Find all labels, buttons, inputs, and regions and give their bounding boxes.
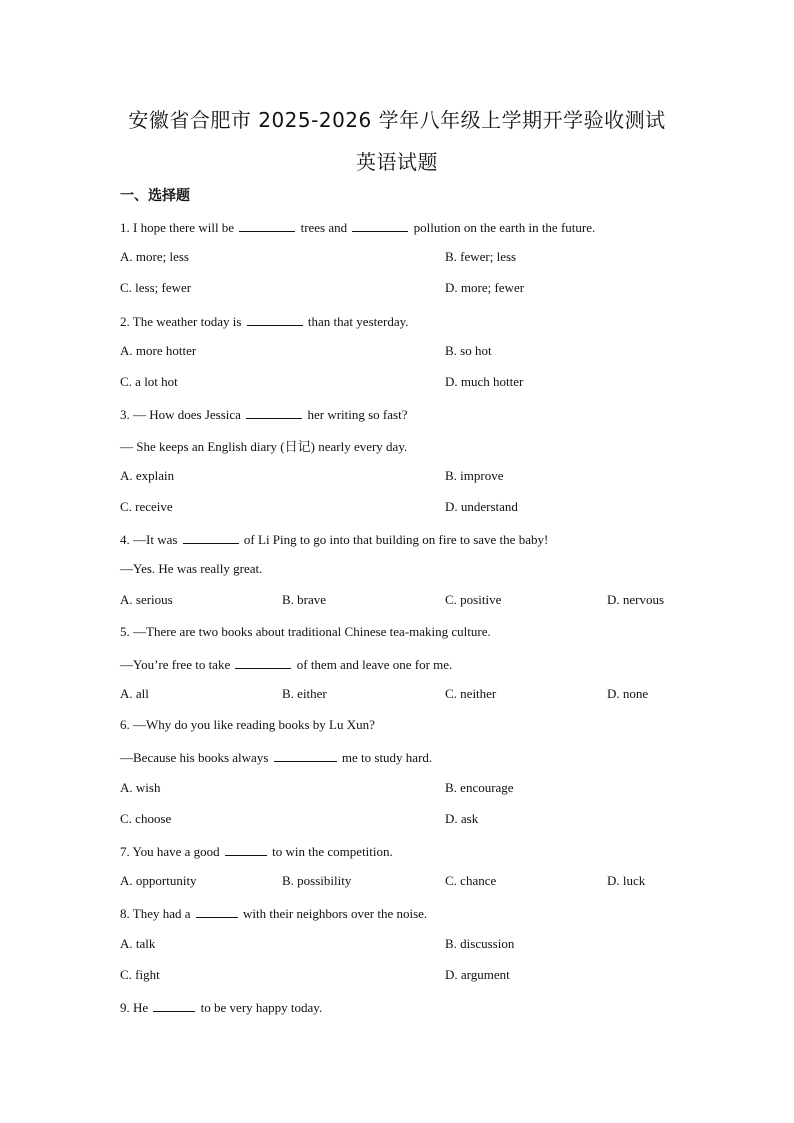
question-stem: [120, 218, 595, 236]
answer-blank: [153, 998, 195, 1012]
answer-blank: [274, 748, 337, 762]
answer-option: A. opportunity: [120, 873, 197, 888]
question-stem: [120, 717, 375, 733]
question-text: with their neighbors over the noise.: [243, 906, 428, 921]
answer-option: C. chance: [445, 873, 497, 888]
question-text: 8. They had a: [120, 906, 191, 921]
answer-option: C. fight: [120, 967, 160, 982]
answer-blank: [246, 405, 302, 419]
answer-option: C. receive: [120, 499, 173, 514]
answer-option: D. luck: [607, 873, 646, 888]
question-text: — She keeps an English diary (日记) nearly every day.: [120, 439, 408, 454]
answer-blank: [225, 842, 267, 856]
answer-blank: [352, 218, 408, 232]
question-stem: [120, 842, 393, 860]
answer-blank: [235, 655, 291, 669]
answer-option: C. a lot hot: [120, 374, 178, 389]
answer-option: B. so hot: [445, 343, 492, 358]
question-text: to win the competition.: [272, 844, 393, 859]
question-text: 3. — How does Jessica: [120, 407, 241, 422]
question-text: than that yesterday.: [307, 314, 409, 329]
question-text: her writing so fast?: [307, 407, 408, 422]
question-text: 7. You have a good: [120, 844, 220, 859]
question-text: 9. He: [120, 1000, 149, 1015]
answer-option: C. less; fewer: [120, 280, 192, 295]
answer-option: B. discussion: [445, 936, 515, 951]
question-text: 4. —It was: [120, 532, 178, 547]
question-dialogue-line: [120, 561, 262, 577]
question-dialogue-line: [120, 748, 432, 766]
question-stem: [120, 312, 409, 330]
question-stem: [120, 530, 548, 548]
answer-blank: [196, 904, 238, 918]
answer-option: D. nervous: [607, 592, 665, 607]
question-text: 1. I hope there will be: [120, 220, 235, 235]
answer-option: A. all: [120, 686, 149, 701]
question-dialogue-line: [120, 436, 407, 455]
answer-option: B. improve: [445, 468, 504, 483]
answer-option: A. wish: [120, 780, 161, 795]
answer-option: A. more hotter: [120, 343, 197, 358]
question-text: 6. —Why do you like reading books by Lu Xun?: [120, 717, 375, 732]
answer-option: B. possibility: [282, 873, 352, 888]
answer-option: B. either: [282, 686, 327, 701]
answer-option: A. more; less: [120, 249, 189, 264]
question-stem: [120, 624, 491, 640]
answer-option: D. more; fewer: [445, 280, 525, 295]
question-text: 2. The weather today is: [120, 314, 242, 329]
answer-option: D. understand: [445, 499, 518, 514]
answer-option: D. much hotter: [445, 374, 524, 389]
answer-option: D. none: [607, 686, 649, 701]
answer-option: B. brave: [282, 592, 327, 607]
answer-option: D. ask: [445, 811, 479, 826]
answer-option: A. serious: [120, 592, 173, 607]
question-stem: [120, 998, 322, 1016]
question-text: —Yes. He was really great.: [120, 561, 263, 576]
question-text: —Because his books always: [120, 750, 269, 765]
section-heading: 一、选择题: [120, 188, 190, 204]
answer-option: A. talk: [120, 936, 156, 951]
question-stem: [120, 405, 407, 423]
answer-blank: [239, 218, 295, 232]
exam-subtitle: 英语试题: [356, 150, 438, 174]
answer-blank: [247, 312, 303, 326]
answer-option: C. neither: [445, 686, 497, 701]
question-text: of them and leave one for me.: [296, 657, 453, 672]
answer-option: D. argument: [445, 967, 510, 982]
exam-title: 安徽省合肥市 2025-2026 学年八年级上学期开学验收测试: [128, 108, 666, 132]
question-text: me to study hard.: [341, 750, 433, 765]
question-stem: [120, 904, 427, 922]
question-text: —You’re free to take: [120, 657, 231, 672]
answer-option: A. explain: [120, 468, 175, 483]
answer-option: C. positive: [445, 592, 502, 607]
question-text: 5. —There are two books about traditional Chinese tea-making culture.: [120, 624, 491, 639]
question-dialogue-line: [120, 655, 452, 673]
answer-option: B. encourage: [445, 780, 514, 795]
answer-option: B. fewer; less: [445, 249, 517, 264]
question-text: pollution on the earth in the future.: [413, 220, 596, 235]
question-text: to be very happy today.: [200, 1000, 323, 1015]
answer-blank: [183, 530, 239, 544]
question-text: of Li Ping to go into that building on fire to save the baby!: [243, 532, 549, 547]
question-text: trees and: [300, 220, 348, 235]
answer-option: C. choose: [120, 811, 172, 826]
